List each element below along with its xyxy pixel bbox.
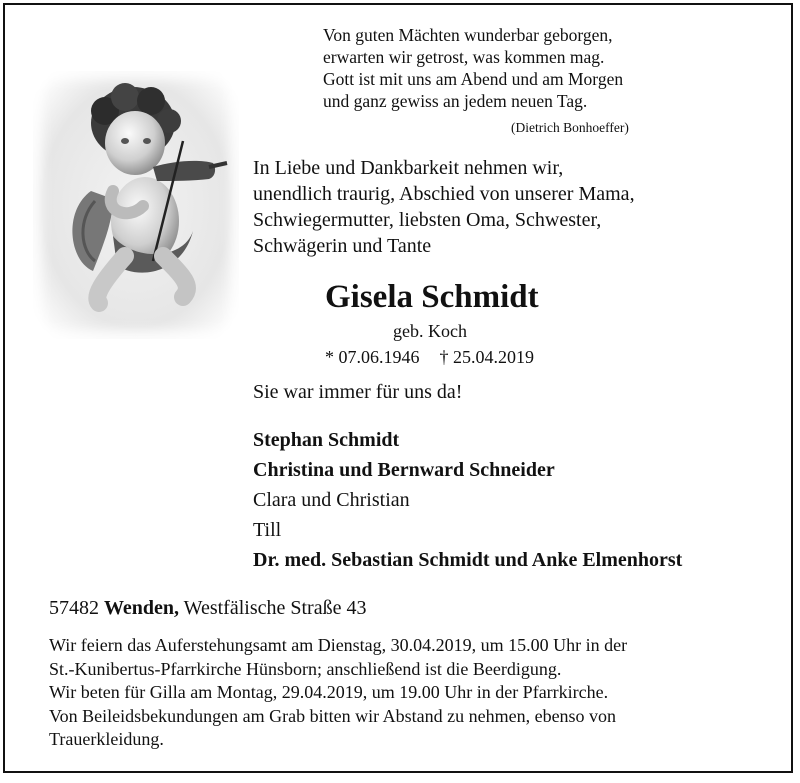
address	[49, 597, 366, 620]
service-line: Von Beileidsbekundungen am Grab bitten wir Abstand zu nehmen, ebenso von	[49, 705, 617, 726]
quote-line: und ganz gewiss an jedem neuen Tag.	[323, 91, 588, 111]
service-line: Trauerkleidung.	[49, 729, 164, 749]
angel-violin-figurine-image	[33, 71, 239, 339]
bonhoeffer-quote	[323, 24, 623, 112]
service-line: Wir feiern das Auferstehungsamt am Dienstag, 30.04.2019, um 15.00 Uhr in der	[49, 635, 628, 655]
mourner: Dr. med. Sebastian Schmidt und Anke Elmenhorst	[253, 549, 683, 571]
zip-code: 57482	[49, 597, 99, 619]
intro-line: unendlich traurig, Abschied von unserer Mama,	[253, 183, 635, 205]
birth-date: * 07.06.1946	[325, 347, 420, 367]
mourner: Stephan Schmidt	[253, 429, 400, 451]
mourner: Christina und Bernward Schneider	[253, 459, 555, 481]
maiden-name: geb. Koch	[393, 321, 467, 341]
mourner: Till	[253, 519, 282, 541]
quote-line: erwarten wir getrost, was kommen mag.	[323, 47, 605, 67]
street: Westfälische Straße 43	[183, 597, 367, 619]
intro-line: Schwägerin und Tante	[253, 235, 432, 257]
obituary-notice	[3, 3, 793, 773]
intro-line: Schwiegermutter, liebsten Oma, Schwester,	[253, 209, 602, 231]
service-line: St.-Kunibertus-Pfarrkirche Hünsborn; anschließend ist die Beerdigung.	[49, 658, 562, 679]
life-dates	[325, 347, 534, 368]
quote-line: Von guten Mächten wunderbar geborgen,	[323, 25, 613, 45]
quote-line: Gott ist mit uns am Abend und am Morgen	[323, 69, 624, 89]
deceased-name: Gisela Schmidt	[325, 279, 539, 315]
intro-text	[253, 155, 635, 259]
death-date: † 25.04.2019	[439, 347, 534, 367]
service-notes	[49, 634, 627, 752]
city: Wenden,	[104, 597, 180, 619]
service-line: Wir beten für Gilla am Montag, 29.04.2019, um 19.00 Uhr in der Pfarrkirche.	[49, 682, 609, 702]
motto: Sie war immer für uns da!	[253, 381, 463, 403]
mourner: Clara und Christian	[253, 489, 410, 511]
intro-line: In Liebe und Dankbarkeit nehmen wir,	[253, 157, 564, 179]
mourners-list	[253, 425, 682, 575]
quote-author: (Dietrich Bonhoeffer)	[511, 120, 629, 135]
